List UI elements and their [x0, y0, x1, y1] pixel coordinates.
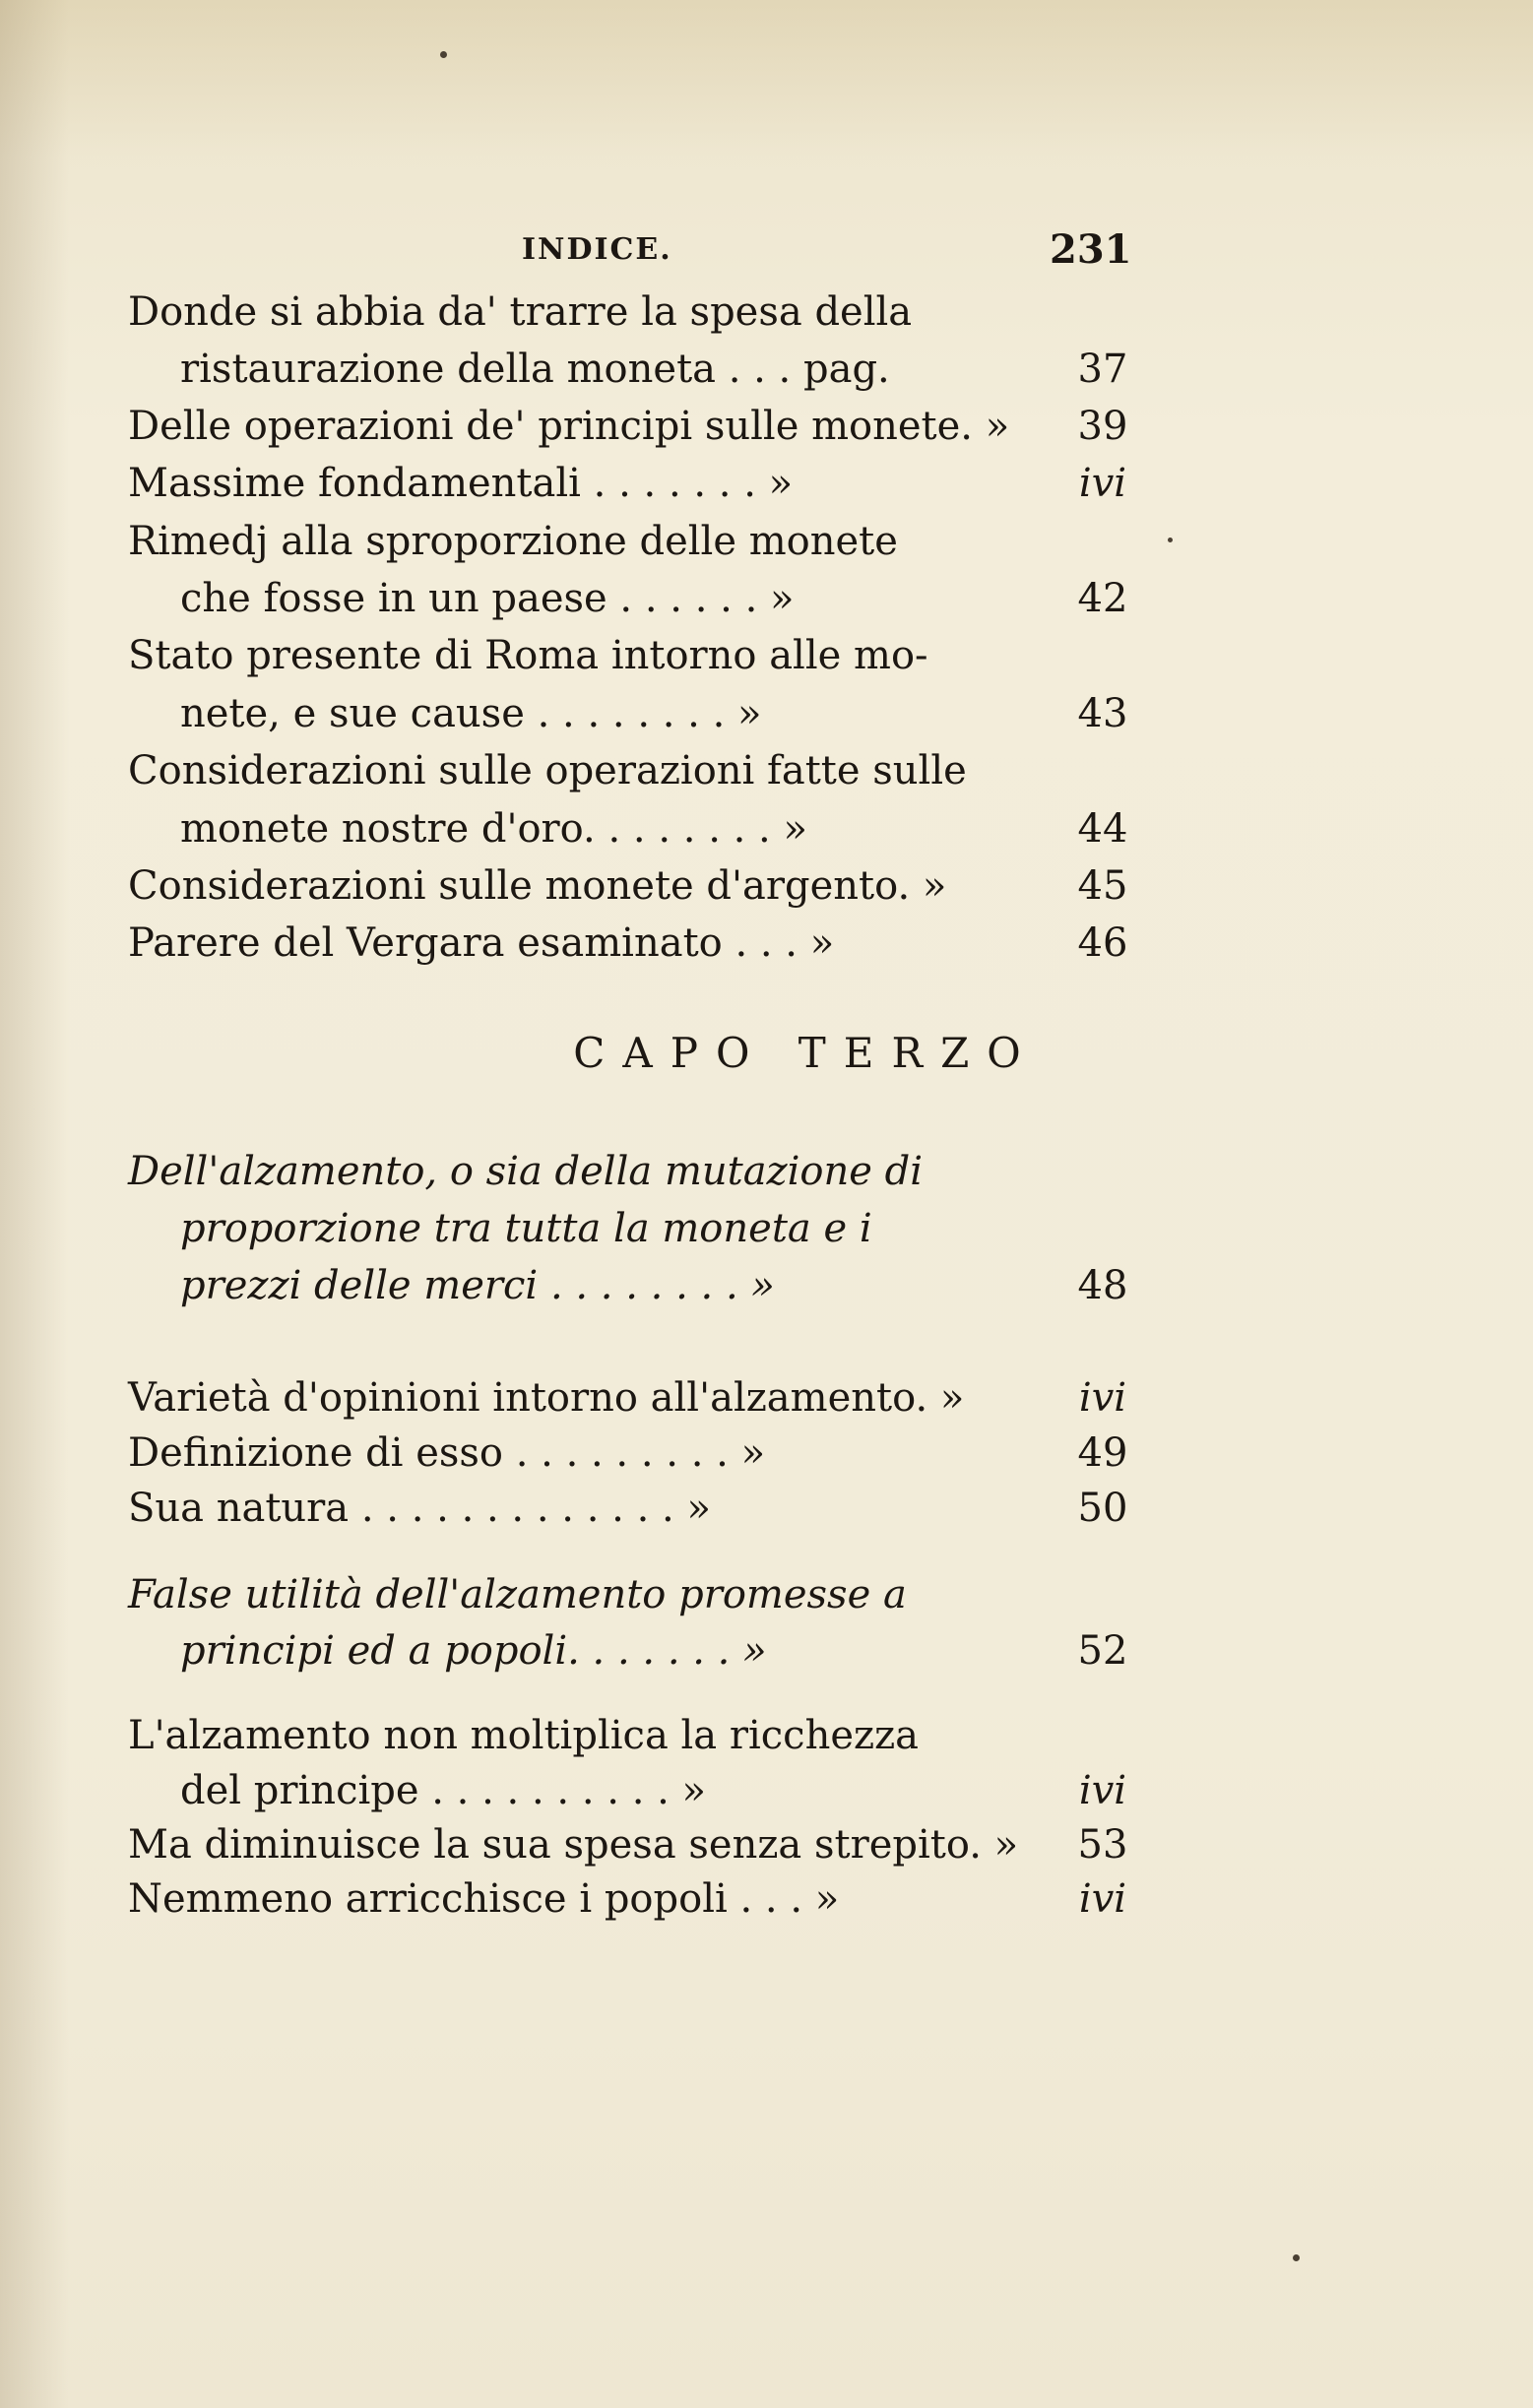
toc-line	[128, 1143, 1142, 1200]
toc-line	[128, 1816, 1142, 1873]
toc-page-number: 49	[1077, 1430, 1128, 1476]
toc-page-number: 39	[1077, 404, 1128, 449]
toc-page-number: 53	[1077, 1822, 1128, 1868]
toc-line	[128, 570, 1142, 627]
toc-page-number: ivi	[1078, 1768, 1127, 1813]
toc-entry-text: L'alzamento non moltiplica la ricchezza	[128, 1713, 920, 1758]
toc-page-number: 50	[1077, 1486, 1128, 1531]
toc-line	[128, 455, 1142, 512]
toc-page-number: 48	[1077, 1263, 1128, 1308]
running-title: INDICE.	[522, 232, 672, 267]
toc-page-number: 46	[1077, 920, 1128, 966]
toc-entry-text: proporzione tra tutta la moneta e i	[180, 1206, 872, 1251]
toc-line	[128, 284, 1142, 341]
toc-entry-text: principi ed a popoli. . . . . . . »	[180, 1628, 767, 1674]
paper-shading-top	[0, 0, 1533, 158]
toc-entry-text: Delle operazioni de' principi sulle monete. »	[128, 404, 1010, 449]
toc-entry-text: Donde si abbia da' trarre la spesa della	[128, 289, 913, 335]
toc-line	[128, 1762, 1142, 1819]
toc-line	[128, 742, 1142, 799]
toc-entry-text: Massime fondamentali . . . . . . . »	[128, 461, 794, 506]
toc-page-number: 44	[1077, 806, 1128, 852]
toc-page-number: ivi	[1078, 1375, 1127, 1421]
ink-speck	[440, 51, 447, 58]
toc-line	[128, 1257, 1142, 1314]
toc-line	[128, 1200, 1142, 1257]
toc-line	[128, 627, 1142, 684]
ink-speck	[1168, 538, 1173, 542]
toc-line	[128, 513, 1142, 570]
toc-page-number: 52	[1077, 1628, 1128, 1674]
toc-entry-text: che fosse in un paese . . . . . . »	[180, 576, 795, 621]
toc-line	[128, 685, 1142, 742]
toc-line	[128, 1707, 1142, 1764]
toc-entry-text: Considerazioni sulle operazioni fatte sulle	[128, 748, 967, 793]
toc-line	[128, 1369, 1142, 1426]
toc-page-number: 45	[1077, 863, 1128, 909]
toc-entry-text: Dell'alzamento, o sia della mutazione di	[128, 1149, 924, 1194]
paper-shading-left	[0, 0, 69, 2408]
toc-entry-text: Ma diminuisce la sua spesa senza strepito. »	[128, 1822, 1019, 1868]
toc-entry-text: Sua natura . . . . . . . . . . . . . »	[128, 1486, 711, 1531]
toc-entry-text: Nemmeno arricchisce i popoli . . . »	[128, 1876, 840, 1922]
ink-speck	[1293, 2254, 1300, 2261]
toc-line	[128, 1870, 1142, 1928]
toc-entry-text: monete nostre d'oro. . . . . . . . »	[180, 806, 807, 852]
running-header	[0, 226, 1533, 273]
chapter-heading: CAPO TERZO	[573, 1029, 1039, 1077]
toc-page-number: 43	[1077, 691, 1128, 736]
toc-line	[128, 1622, 1142, 1679]
toc-entry-text: Stato presente di Roma intorno alle mo-	[128, 633, 928, 678]
toc-line	[128, 341, 1142, 398]
toc-line	[128, 398, 1142, 455]
toc-entry-text: Rimedj alla sproporzione delle monete	[128, 519, 898, 564]
toc-entry-text: Considerazioni sulle monete d'argento. »	[128, 863, 947, 909]
page-number: 231	[1050, 226, 1132, 273]
toc-page-number: 42	[1077, 576, 1128, 621]
toc-entry-text: Definizione di esso . . . . . . . . . »	[128, 1430, 766, 1476]
toc-entry-text: prezzi delle merci . . . . . . . . »	[180, 1263, 775, 1308]
toc-page-number: ivi	[1078, 461, 1127, 506]
toc-page-number: 37	[1077, 347, 1128, 392]
toc-entry-text: nete, e sue cause . . . . . . . . »	[180, 691, 762, 736]
toc-line	[128, 1566, 1142, 1623]
toc-entry-text: Parere del Vergara esaminato . . . »	[128, 920, 835, 966]
toc-line	[128, 915, 1142, 972]
toc-line	[128, 857, 1142, 915]
toc-line	[128, 800, 1142, 857]
toc-line	[128, 1480, 1142, 1537]
toc-entry-text: ristaurazione della moneta . . . pag.	[180, 347, 890, 392]
toc-line	[128, 1425, 1142, 1482]
toc-entry-text: False utilità dell'alzamento promesse a	[128, 1572, 907, 1617]
toc-page-number: ivi	[1078, 1876, 1127, 1922]
toc-entry-text: Varietà d'opinioni intorno all'alzamento. »	[128, 1375, 965, 1421]
toc-entry-text: del principe . . . . . . . . . . »	[180, 1768, 707, 1813]
